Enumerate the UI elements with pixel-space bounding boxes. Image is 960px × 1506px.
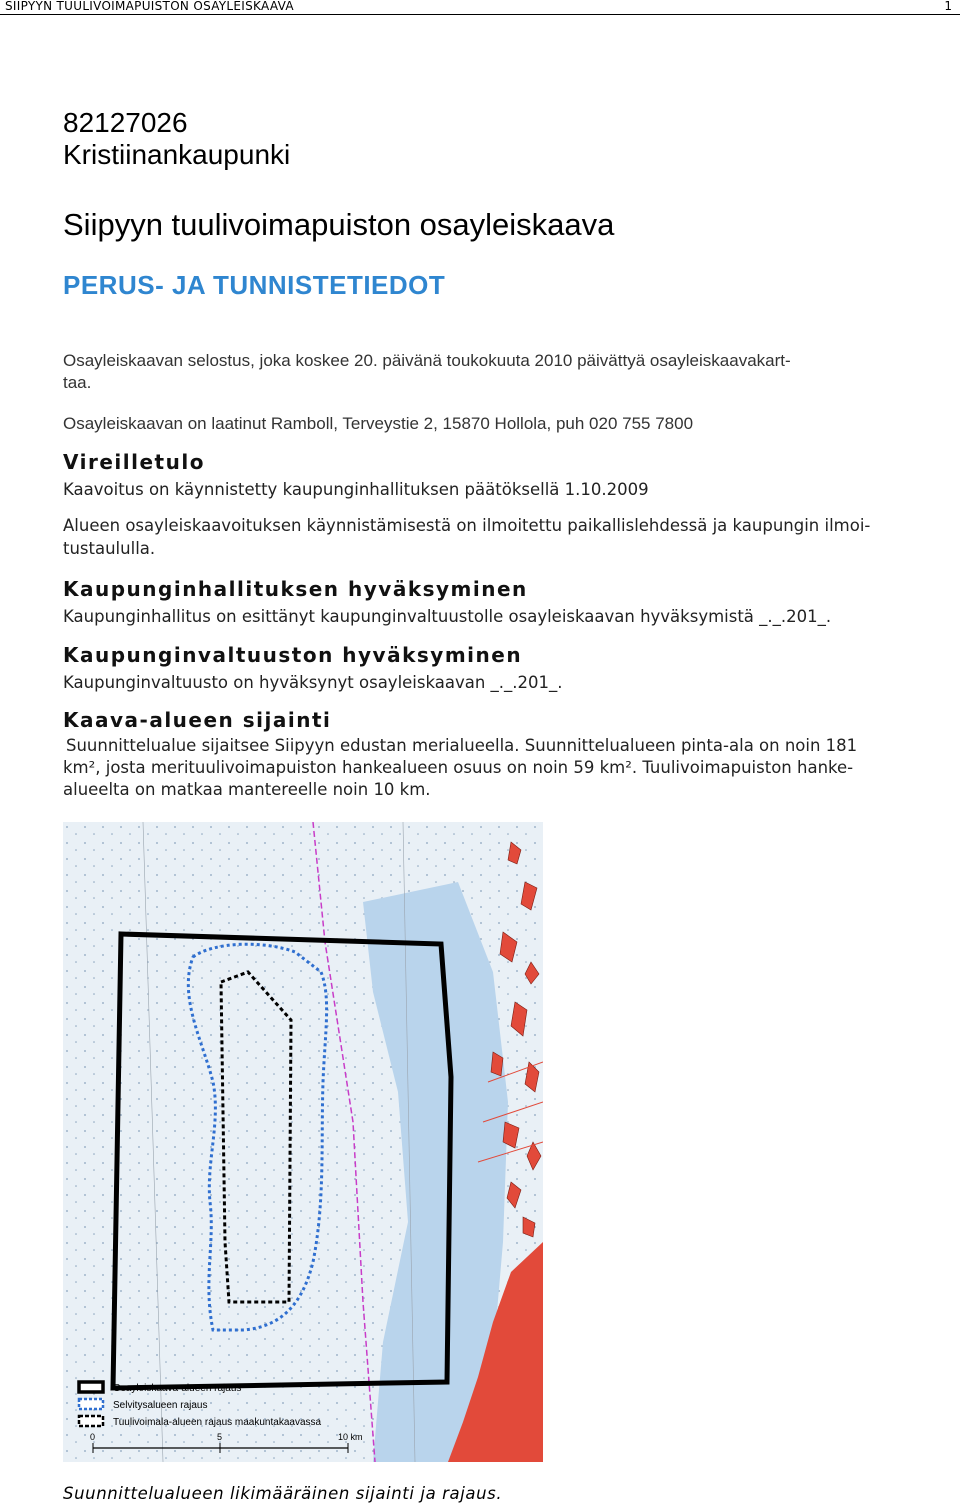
- kaupunginvaltuusto-p: Kaupunginvaltuusto on hyväksynyt osayleiskaavan _._.201_.: [63, 673, 563, 692]
- vireilletulo-p1: Kaavoitus on käynnistetty kaupunginhallituksen päätöksellä 1.10.2009: [63, 480, 649, 499]
- location-map: [63, 822, 543, 1462]
- vireilletulo-p2b: tustaululla.: [63, 539, 156, 558]
- legend-swatch-tuulivoimala: [79, 1416, 103, 1426]
- page-header: [0, 0, 960, 14]
- doc-title: Siipyyn tuulivoimapuiston osayleiskaava: [63, 207, 615, 242]
- legend-label-selvitysalue: Selvitysalueen rajaus: [113, 1400, 208, 1411]
- heading-kaupunginhallitus: Kaupunginhallituksen hyväksyminen: [63, 577, 528, 601]
- header-rule: [0, 14, 960, 15]
- doc-city: Kristiinankaupunki: [63, 139, 291, 170]
- scale-label-0: 0: [90, 1432, 96, 1442]
- page-number: 1: [944, 0, 952, 13]
- vireilletulo-p2a: Alueen osayleiskaavoituksen käynnistämisestä on ilmoitettu paikallislehdessä ja kaupungin ilmoi-: [63, 516, 871, 535]
- heading-sijainti: Kaava-alueen sijainti: [63, 708, 332, 732]
- sijainti-line-2: km², josta merituulivoimapuiston hankealueen osuus on noin 59 km². Tuulivoimapuiston hanke-: [63, 758, 854, 777]
- scale-label-5: 5: [217, 1432, 223, 1442]
- kaupunginhallitus-p: Kaupunginhallitus on esittänyt kaupunginvaltuustolle osayleiskaavan hyväksymistä _._.201_.: [63, 607, 832, 626]
- intro-line-1a: Osayleiskaavan selostus, joka koskee 20. päivänä toukokuuta 2010 päivättyä osayleiskaavakart-: [63, 351, 791, 370]
- running-title: SIIPYYN TUULIVOIMAPUISTON OSAYLEISKAAVA: [5, 0, 294, 13]
- doc-subtitle: PERUS- JA TUNNISTETIEDOT: [63, 270, 446, 300]
- heading-vireilletulo: Vireilletulo: [63, 450, 205, 474]
- sijainti-line-3: alueelta on matkaa mantereelle noin 10 km.: [63, 780, 431, 799]
- legend-label-tuulivoimala: Tuulivoimala-alueen rajaus maakuntakaavassa: [113, 1417, 322, 1428]
- legend-label-osayleiskaava: Osayleiskaava-alueen rajaus: [113, 1383, 242, 1394]
- intro-line-1b: taa.: [63, 373, 92, 392]
- figure-caption: Suunnittelualueen likimääräinen sijainti ja rajaus.: [63, 1484, 503, 1503]
- doc-code: 82127026: [63, 107, 188, 138]
- legend-swatch-osayleiskaava: [79, 1382, 103, 1392]
- legend-swatch-selvitysalue: [79, 1399, 103, 1409]
- heading-kaupunginvaltuusto: Kaupunginvaltuuston hyväksyminen: [63, 643, 523, 667]
- scale-label-10: 10 km: [338, 1432, 363, 1442]
- sijainti-line-1: Suunnittelualue sijaitsee Siipyyn edustan merialueella. Suunnittelualueen pinta-ala on noin 181: [66, 736, 858, 755]
- intro-line-2: Osayleiskaavan on laatinut Ramboll, Terveystie 2, 15870 Hollola, puh 020 755 7800: [63, 414, 694, 433]
